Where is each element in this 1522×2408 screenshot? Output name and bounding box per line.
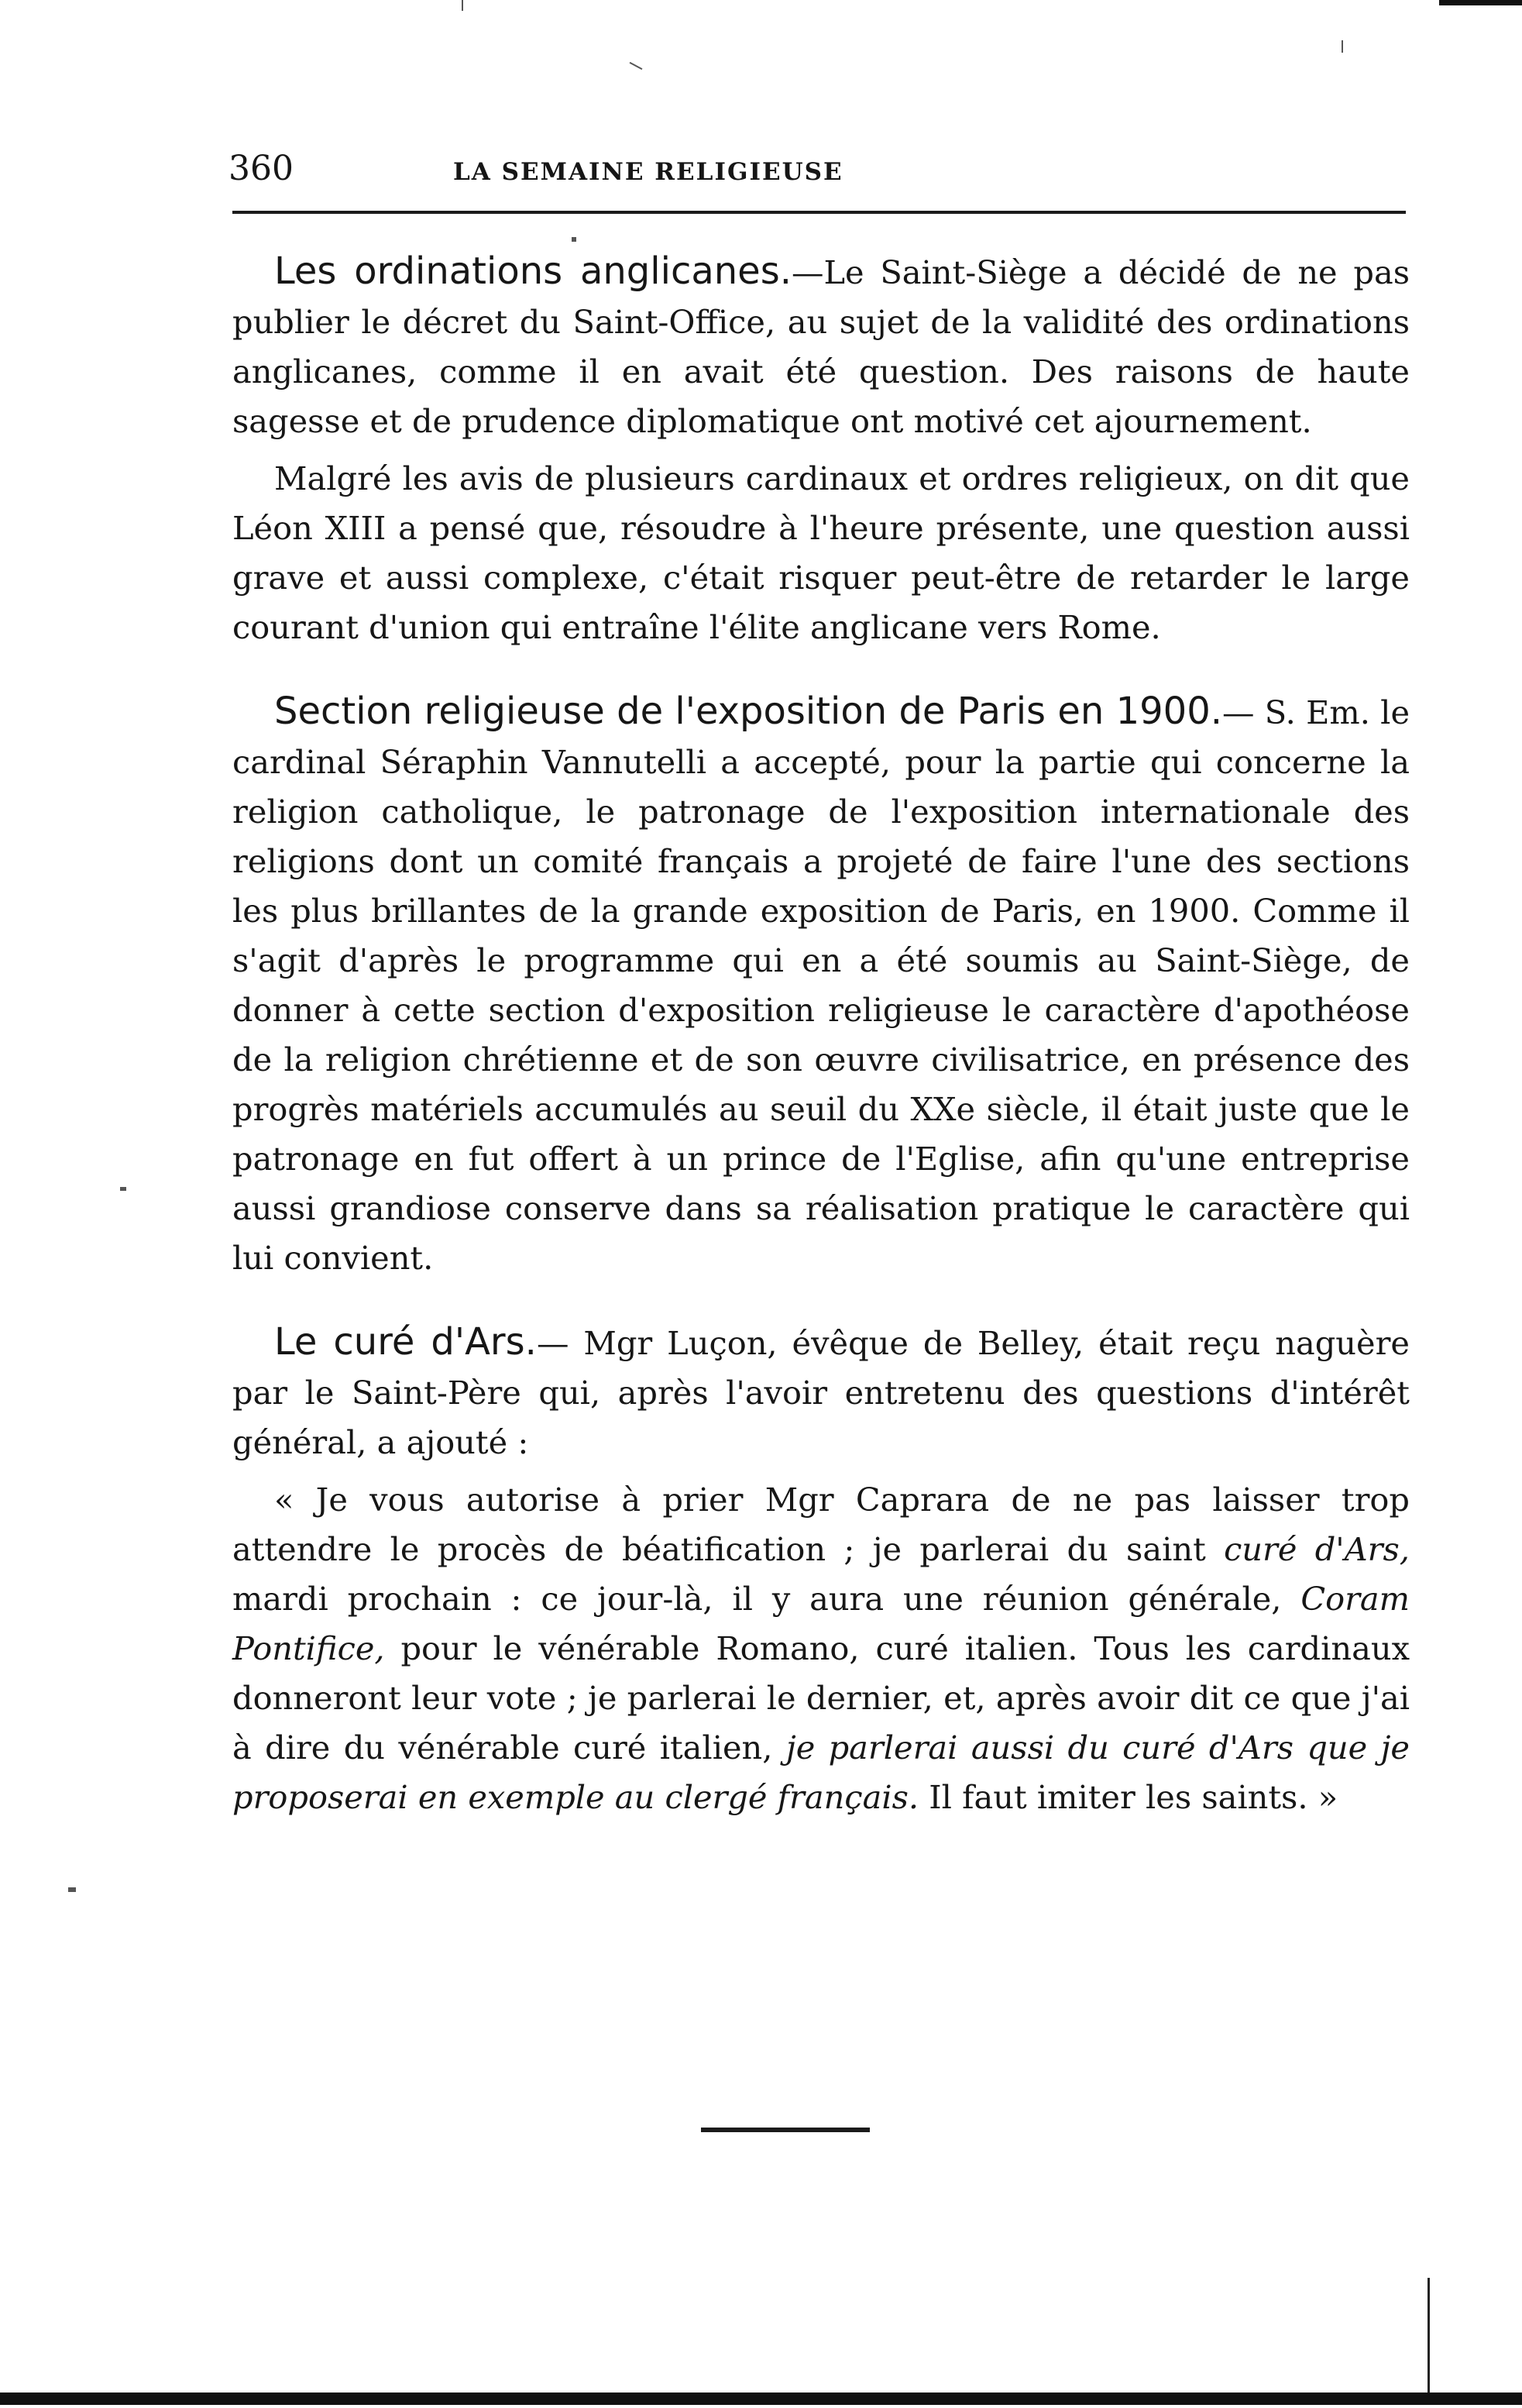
quote-text: pour le vénérable Romano, curé italien. Tous les cardinaux donneront leur vote ; je parlerai le dernier, et, après avoir dit ce que j'ai à dire du vénérable curé italien, xyxy=(232,1629,1410,1766)
page-header xyxy=(228,146,1414,192)
quote-text: mardi prochain : ce jour-là, il y aura une réunion générale, xyxy=(232,1580,1301,1618)
scan-speck xyxy=(1342,40,1343,53)
page-number: 360 xyxy=(228,149,294,188)
section-ordinations-para-2: Malgré les avis de plusieurs cardinaux et ordres religieux, on dit que Léon XIII a pensé que, résoudre à l'heure présente, une question aussi grave et aussi complexe, c'était risquer peut-être de retarder le large courant d'union qui entraîne l'élite anglicane vers Rome. xyxy=(232,459,1410,646)
running-title: LA SEMAINE RELIGIEUSE xyxy=(453,158,843,186)
scan-edge-bottom xyxy=(0,2393,1522,2405)
scan-speck xyxy=(572,237,576,242)
paragraph-text: — S. Em. le cardinal Séraphin Vannutelli a accepté, pour la partie qui concerne la religion catholique, le patronage de l'exposition internationale des religions dont un comité français a projeté de faire l'une des sections les plus brillantes de la grande exposition de Paris, en 1900. Comme il s'agit d'après le programme qui en a été soumis au Saint-Siège, de donner à cette section d'exposition religieuse le caractère d'apothéose de la religion chrétienne et de son œuvre civilisatrice, en présence des progrès matériels accumulés au seuil du XXe siècle, il était juste que le patronage en fut offert à un prince de l'Eglise, afin qu'une entreprise aussi grandiose conserve dans sa réalisation pratique le caractère qui lui convient. xyxy=(232,693,1410,1277)
quote-italic: curé d'Ars, xyxy=(1224,1530,1410,1568)
paragraph-text: — Mgr Luçon, évêque de Belley, était reçu naguère par le Saint-Père qui, après l'avoir entretenu des questions d'intérêt général, a ajouté : xyxy=(232,1324,1410,1461)
section-ordinations-para-1 xyxy=(232,246,1410,446)
section-exposition-para-1 xyxy=(232,686,1410,1283)
quote-text: Il faut imiter les saints. » xyxy=(919,1778,1338,1816)
article-body xyxy=(232,246,1410,1822)
header-rule xyxy=(232,211,1406,214)
scan-speck xyxy=(462,0,463,11)
quote-italic: Coram Pontifice, xyxy=(232,1580,1410,1667)
section-title-exposition: Section religieuse de l'exposition de Paris en 1900. xyxy=(274,690,1222,733)
scan-edge-top xyxy=(1439,0,1522,5)
paragraph-text: —Le Saint-Siège a décidé de ne pas publier le décret du Saint-Office, au sujet de la validité des ordinations anglicanes, comme il en avait été question. Des raisons de haute sagesse et de prudence diplomatique ont motivé cet ajournement. xyxy=(232,253,1410,440)
quote-text: « Je vous autorise à prier Mgr Caprara de ne pas laisser trop attendre le procès de béatification ; je parlerai du saint xyxy=(232,1481,1410,1568)
end-rule xyxy=(701,2128,870,2132)
papal-quote xyxy=(232,1475,1410,1822)
section-title-ordinations: Les ordinations anglicanes. xyxy=(274,249,792,293)
quote-italic: je parlerai aussi du curé d'Ars que je proposerai en exemple au clergé français. xyxy=(232,1729,1410,1816)
scan-edge-right xyxy=(1428,2278,1430,2402)
section-title-cure-ars: Le curé d'Ars. xyxy=(274,1320,537,1364)
scan-speck xyxy=(630,62,643,70)
scan-speck xyxy=(120,1187,126,1191)
scan-speck xyxy=(68,1887,76,1892)
section-cure-ars-para-1 xyxy=(232,1317,1410,1467)
